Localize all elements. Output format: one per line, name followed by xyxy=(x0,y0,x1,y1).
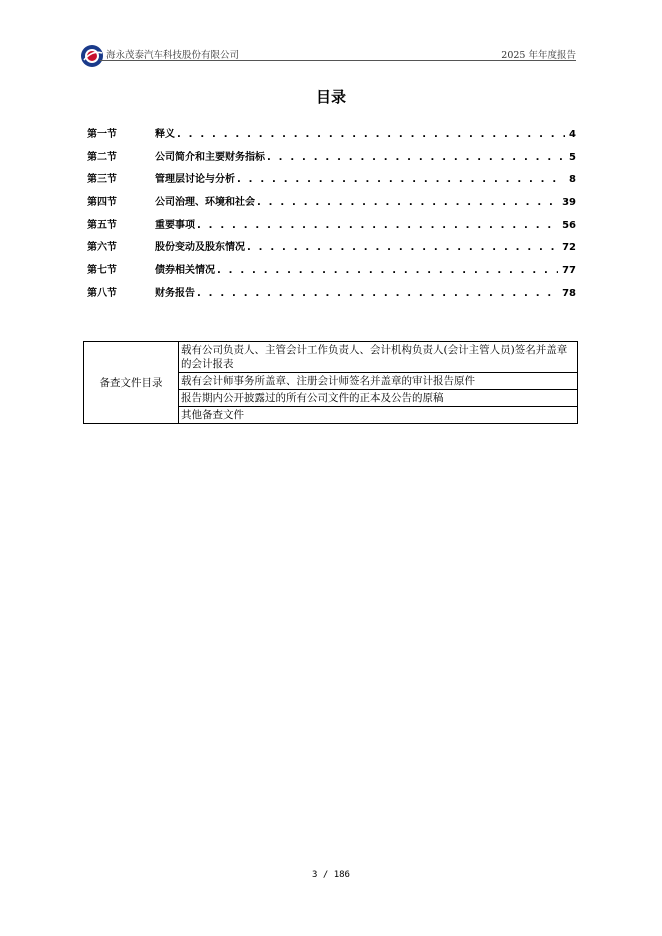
toc-section-name: 债券相关情况 xyxy=(155,265,215,277)
toc-entry[interactable] xyxy=(87,170,576,193)
toc-leader-dots xyxy=(197,220,558,231)
toc-section-name: 财务报告 xyxy=(155,287,195,299)
toc-leader-dots xyxy=(217,265,558,276)
toc-section-name: 公司治理、环境和社会 xyxy=(155,197,255,209)
toc-entry[interactable] xyxy=(87,261,576,284)
reference-doc-item: 报告期内公开披露过的所有公司文件的正本及公告的原稿 xyxy=(179,390,578,407)
toc-entry[interactable] xyxy=(87,238,576,261)
table-of-contents xyxy=(87,125,576,307)
toc-page-number: 4 xyxy=(569,129,576,140)
toc-leader-dots xyxy=(177,129,565,140)
toc-section-number: 第七节 xyxy=(87,265,117,277)
toc-section-name: 释义 xyxy=(155,129,175,140)
toc-leader-dots xyxy=(197,288,558,299)
toc-page-number: 78 xyxy=(562,287,576,299)
toc-entry[interactable] xyxy=(87,148,576,171)
toc-page-number: 5 xyxy=(569,151,576,163)
toc-leader-dots xyxy=(247,242,558,253)
toc-title: 目录 xyxy=(315,88,346,106)
page-number-current: 3 xyxy=(312,870,318,880)
company-logo-icon xyxy=(80,44,104,68)
reference-doc-item: 其他备查文件 xyxy=(179,407,578,424)
header-company-name: 海永茂泰汽车科技股份有限公司 xyxy=(106,50,240,61)
toc-leader-dots xyxy=(267,152,565,163)
page-header xyxy=(80,42,576,70)
reference-doc-item: 载有会计师事务所盖章、注册会计师签名并盖章的审计报告原件 xyxy=(179,373,578,390)
header-report-title: 2025 年年度报告 xyxy=(501,50,576,61)
toc-page-number: 39 xyxy=(562,197,576,209)
toc-section-number: 第一节 xyxy=(87,129,117,140)
toc-section-number: 第二节 xyxy=(87,151,117,163)
header-divider xyxy=(100,60,576,61)
toc-entry[interactable] xyxy=(87,284,576,307)
toc-section-name: 重要事项 xyxy=(155,219,195,231)
page-number-separator: / xyxy=(322,870,329,880)
toc-section-number: 第五节 xyxy=(87,219,117,231)
toc-page-number: 72 xyxy=(562,242,576,254)
toc-entry[interactable] xyxy=(87,125,576,148)
reference-docs-label: 备查文件目录 xyxy=(84,342,179,424)
toc-section-number: 第六节 xyxy=(87,242,117,254)
toc-section-number: 第四节 xyxy=(87,197,117,209)
page-number-total: 186 xyxy=(333,870,350,880)
toc-page-number: 77 xyxy=(562,265,576,277)
toc-section-number: 第八节 xyxy=(87,287,117,299)
reference-documents-table xyxy=(83,341,578,424)
toc-section-name: 公司简介和主要财务指标 xyxy=(155,151,265,163)
toc-section-name: 管理层讨论与分析 xyxy=(155,174,235,186)
toc-section-number: 第三节 xyxy=(87,174,117,186)
toc-entry[interactable] xyxy=(87,216,576,239)
toc-entry[interactable] xyxy=(87,193,576,216)
toc-page-number: 56 xyxy=(562,219,576,231)
toc-leader-dots xyxy=(257,197,558,208)
table-row xyxy=(84,342,578,373)
toc-page-number: 8 xyxy=(569,174,576,186)
reference-doc-item: 载有公司负责人、主管会计工作负责人、会计机构负责人(会计主管人员)签名并盖章的会计报表 xyxy=(179,342,578,373)
toc-leader-dots xyxy=(237,174,565,185)
toc-section-name: 股份变动及股东情况 xyxy=(155,242,245,254)
page-footer xyxy=(0,870,662,880)
